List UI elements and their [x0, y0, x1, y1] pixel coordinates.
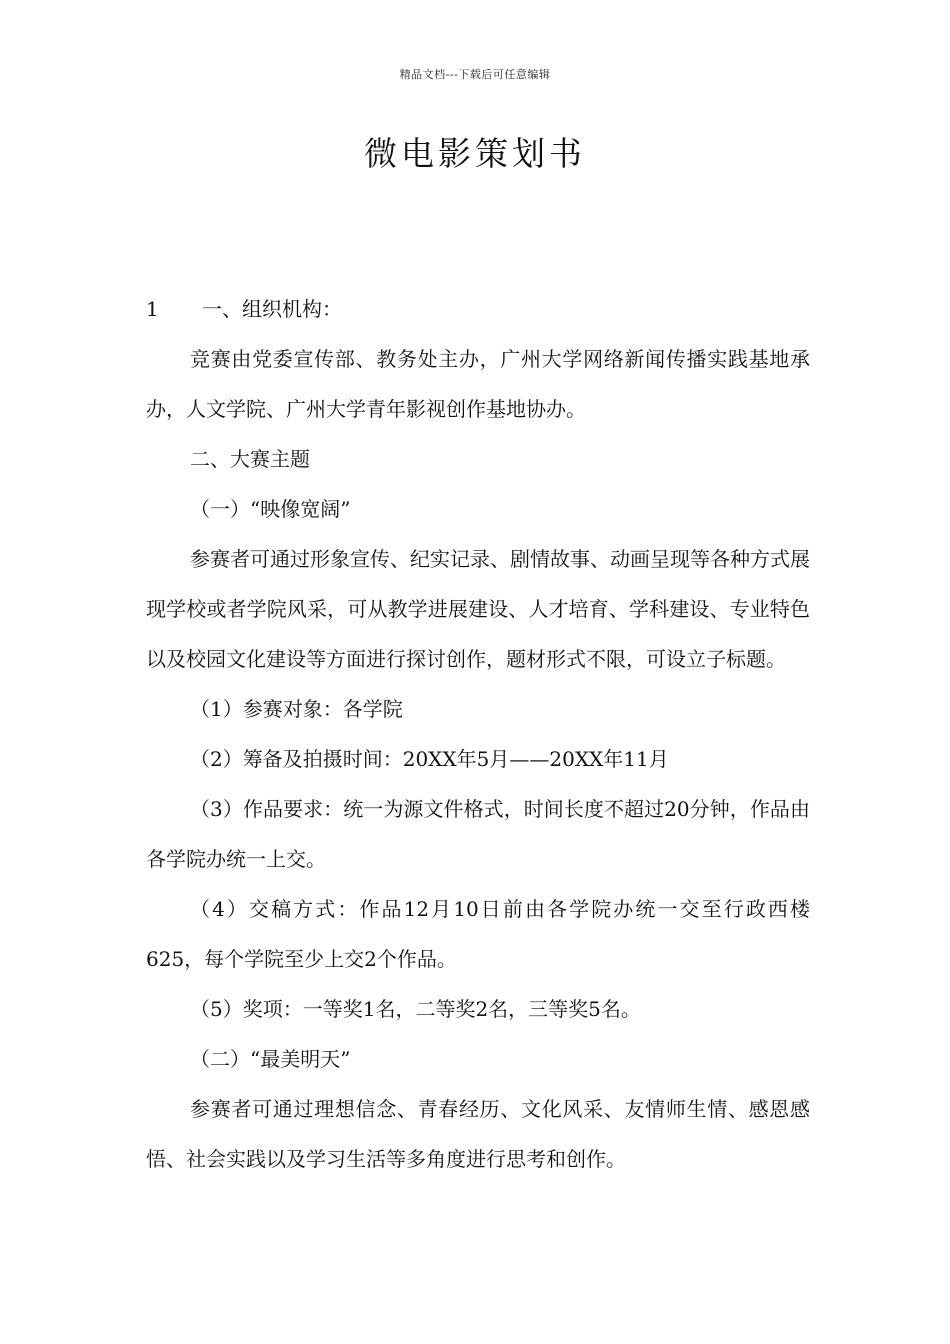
header-note: 精品文档---下载后可任意编辑	[399, 68, 551, 81]
section-theme-heading: 二、大赛主题	[190, 447, 310, 471]
subsection-1-heading: （一）“映像宽阔”	[190, 497, 351, 521]
document-title: 微电影策划书	[364, 134, 586, 173]
list-item-5: （5）奖项：一等奖1名，二等奖2名，三等奖5名。	[190, 997, 641, 1021]
section-org-heading	[146, 284, 810, 334]
section-heading-text: 一、组织机构：	[202, 297, 342, 321]
list-item-1: （1）参赛对象：各学院	[190, 697, 403, 721]
section-number: 1	[146, 297, 159, 321]
list-item-4: （4）交稿方式：作品12月10日前由各学院办统一交至行政西楼625，每个学院至少上交2个作品。	[146, 897, 810, 971]
section-org-body: 竞赛由党委宣传部、教务处主办，广州大学网络新闻传播实践基地承办，人文学院、广州大学青年影视创作基地协办。	[146, 347, 810, 421]
document-body	[146, 284, 810, 1184]
list-item-3: （3）作品要求：统一为源文件格式，时间长度不超过20分钟，作品由各学院办统一上交。	[146, 797, 810, 871]
subsection-2-body: 参赛者可通过理想信念、青春经历、文化风采、友情师生情、感恩感悟、社会实践以及学习生活等多角度进行思考和创作。	[146, 1097, 810, 1171]
list-item-2: （2）筹备及拍摄时间：20XX年5月——20XX年11月	[190, 747, 669, 771]
subsection-1-body: 参赛者可通过形象宣传、纪实记录、剧情故事、动画呈现等各种方式展现学校或者学院风采，可从教学进展建设、人才培育、学科建设、专业特色以及校园文化建设等方面进行探讨创作，题材形式不限，可设立子标题。	[146, 547, 810, 671]
subsection-2-heading: （二）“最美明天”	[190, 1047, 351, 1071]
